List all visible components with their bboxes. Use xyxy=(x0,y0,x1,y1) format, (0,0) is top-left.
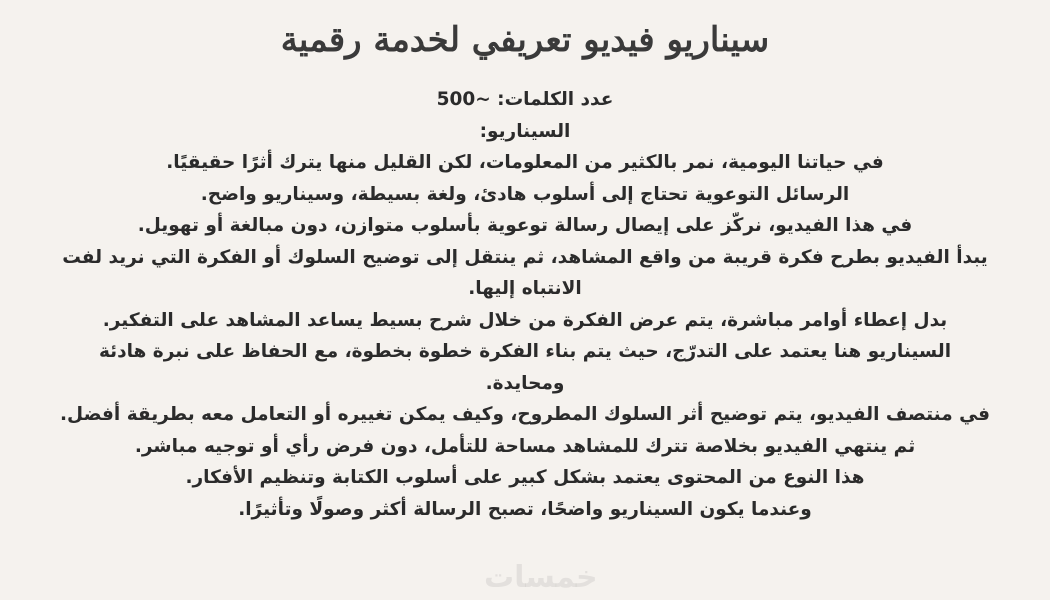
document-body xyxy=(0,84,1050,525)
paragraph: السيناريو هنا يعتمد على التدرّج، حيث يتم بناء الفكرة خطوة بخطوة، مع الحفاظ على نبرة هادئة ومحايدة. xyxy=(98,341,952,394)
paragraph: في هذا الفيديو، نركّز على إيصال رسالة توعوية بأسلوب متوازن، دون مبالغة أو تهويل. xyxy=(137,215,913,236)
paragraph: هذا النوع من المحتوى يعتمد بشكل كبير على أسلوب الكتابة وتنظيم الأفكار. xyxy=(185,467,865,488)
document-title: سيناريو فيديو تعريفي لخدمة رقمية xyxy=(280,20,770,60)
paragraph: بدل إعطاء أوامر مباشرة، يتم عرض الفكرة من خلال شرح بسيط يساعد المشاهد على التفكير. xyxy=(102,309,948,331)
word-count: عدد الكلمات: ~500 xyxy=(436,89,614,110)
paragraph: وعندما يكون السيناريو واضحًا، تصبح الرسالة أكثر وصولًا وتأثيرًا. xyxy=(238,498,812,520)
paragraph: ثم ينتهي الفيديو بخلاصة تترك للمشاهد مساحة للتأمل، دون فرض رأي أو توجيه مباشر. xyxy=(134,435,916,457)
watermark-logo: خمسات xyxy=(484,560,598,595)
paragraph: في حياتنا اليومية، نمر بالكثير من المعلومات، لكن القليل منها يترك أثرًا حقيقيًا. xyxy=(166,152,884,173)
paragraph: الرسائل التوعوية تحتاج إلى أسلوب هادئ، ولغة بسيطة، وسيناريو واضح. xyxy=(200,183,850,205)
paragraph: في منتصف الفيديو، يتم توضيح أثر السلوك المطروح، وكيف يمكن تغييره أو التعامل معه بطريقة أفضل. xyxy=(60,404,990,425)
paragraph: يبدأ الفيديو بطرح فكرة قريبة من واقع المشاهد، ثم ينتقل إلى توضيح السلوك أو الفكرة التي نريد لفت الانتباه إليها. xyxy=(62,246,988,299)
scenario-label: السيناريو: xyxy=(479,120,571,142)
